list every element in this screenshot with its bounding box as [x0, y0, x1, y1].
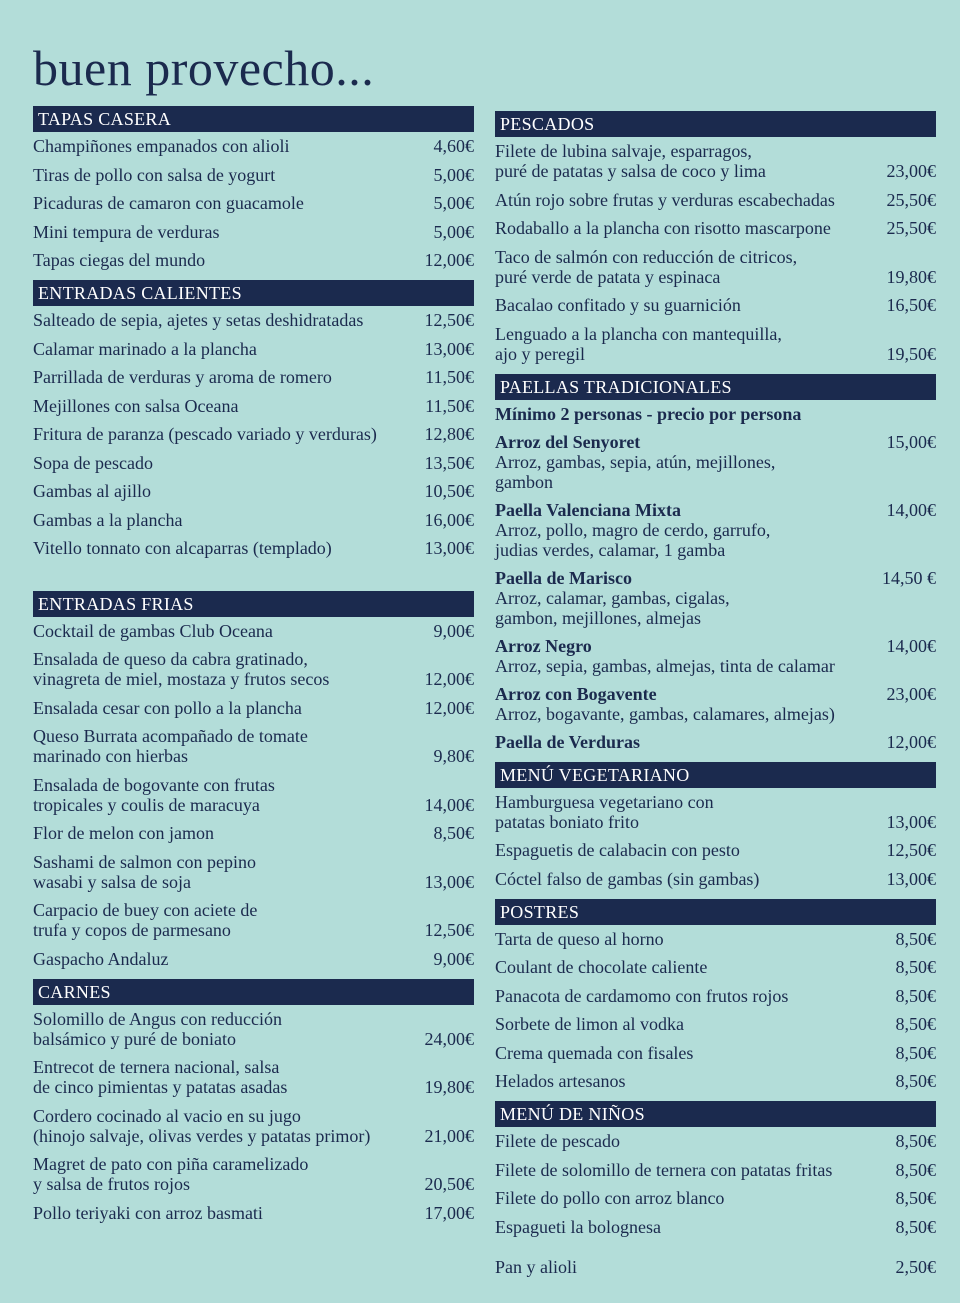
item-name: Espagueti la bolognesa — [495, 1216, 661, 1237]
item-name: Ensalada cesar con pollo a la plancha — [33, 697, 302, 718]
section-header: MENÚ VEGETARIANO — [495, 762, 936, 788]
item-name: Calamar marinado a la plancha — [33, 338, 257, 359]
menu-item — [33, 1154, 474, 1194]
item-name: Arroz con Bogavente — [495, 683, 657, 704]
left-column — [33, 106, 474, 1231]
item-price: 19,80€ — [886, 266, 936, 287]
item-price: 14,00€ — [424, 794, 474, 815]
item-price: 16,00€ — [424, 509, 474, 530]
item-name: Ensalada de bogovante con frutas tropicales y coulis de maracuya — [33, 774, 275, 815]
section-header: PESCADOS — [495, 111, 936, 137]
item-price: 25,50€ — [886, 218, 936, 238]
item-name: Atún rojo sobre frutas y verduras escabechadas — [495, 189, 835, 210]
item-name: Pan y alioli — [495, 1256, 577, 1277]
item-name: Paella de Marisco — [495, 567, 632, 588]
menu-item — [33, 193, 474, 213]
paella-item — [495, 732, 936, 752]
item-price: 8,50€ — [433, 823, 474, 843]
item-price: 13,00€ — [886, 868, 936, 889]
page-title: buen provecho... — [33, 40, 375, 96]
item-name: Vitello tonnato con alcaparras (templado) — [33, 538, 332, 558]
item-price: 13,00€ — [424, 538, 474, 558]
menu-item — [33, 136, 474, 156]
item-price: 11,50€ — [425, 367, 474, 387]
item-price: 9,80€ — [433, 746, 474, 766]
menu-item — [33, 726, 474, 766]
item-name: Tapas ciegas del mundo — [33, 250, 206, 270]
item-name: Filete do pollo con arroz blanco — [495, 1188, 725, 1208]
paella-item — [495, 432, 936, 492]
menu-item — [33, 510, 474, 530]
item-price: 8,50€ — [895, 1188, 936, 1208]
item-price: 24,00€ — [424, 1028, 474, 1049]
section-header: CARNES — [33, 979, 474, 1005]
section-header: POSTRES — [495, 899, 936, 925]
menu-item — [33, 1203, 474, 1223]
section-carnes — [33, 979, 474, 1223]
item-name: Sopa de pescado — [33, 452, 153, 473]
item-name: Helados artesanos — [495, 1071, 626, 1091]
item-price: 13,00€ — [424, 338, 474, 359]
section-paellas — [495, 374, 936, 752]
item-name: Ensalada de queso da cabra gratinado, vinagreta de miel, mostaza y frutos secos — [33, 649, 330, 689]
item-price: 19,50€ — [886, 343, 936, 364]
section-tapas — [33, 106, 474, 270]
section-entradas-frias — [33, 591, 474, 969]
right-column — [495, 111, 936, 1285]
item-price: 15,00€ — [886, 431, 936, 452]
item-price: 13,50€ — [424, 452, 474, 473]
item-name: Arroz Negro — [495, 635, 592, 656]
item-price: 8,50€ — [895, 1216, 936, 1237]
menu-item — [33, 538, 474, 558]
item-name: Crema quemada con fisales — [495, 1042, 694, 1063]
item-price: 25,50€ — [886, 189, 936, 210]
item-name: Salteado de sepia, ajetes y setas deshidratadas — [33, 310, 364, 330]
item-price: 16,50€ — [886, 295, 936, 315]
item-price: 13,00€ — [424, 871, 474, 892]
item-description: Arroz, calamar, gambas, cigalas, gambon, mejillones, almejas — [495, 587, 730, 628]
item-name: Rodaballo a la plancha con risotto mascarpone — [495, 218, 831, 238]
item-price: 12,80€ — [424, 424, 474, 444]
menu-item — [495, 1188, 936, 1208]
item-description: Arroz, pollo, magro de cerdo, garrufo, judias verdes, calamar, 1 gamba — [495, 519, 771, 560]
item-name: Filete de solomillo de ternera con patatas fritas — [495, 1159, 833, 1180]
menu-item — [495, 324, 936, 364]
menu-item — [33, 852, 474, 892]
item-name: Bacalao confitado y su guarnición — [495, 295, 741, 315]
item-price: 12,50€ — [424, 920, 474, 940]
item-name: Gaspacho Andaluz — [33, 948, 169, 969]
item-description: Arroz, sepia, gambas, almejas, tinta de calamar — [495, 655, 835, 676]
item-name: Cóctel falso de gambas (sin gambas) — [495, 868, 760, 889]
item-price: 8,50€ — [895, 928, 936, 949]
item-name: Mejillones con salsa Oceana — [33, 395, 239, 416]
item-name: Fritura de paranza (pescado variado y verduras) — [33, 424, 377, 444]
item-price: 5,00€ — [433, 193, 474, 213]
item-price: 23,00€ — [886, 683, 936, 704]
menu-item — [495, 1071, 936, 1091]
menu-item — [33, 1009, 474, 1049]
paella-item — [495, 636, 936, 676]
item-description: Arroz, bogavante, gambas, calamares, almejas) — [495, 703, 835, 724]
item-price: 8,50€ — [895, 1014, 936, 1034]
menu-item — [33, 481, 474, 501]
menu-item — [33, 900, 474, 940]
menu-item — [33, 949, 474, 969]
item-name: Solomillo de Angus con reducción balsámico y puré de boniato — [33, 1008, 282, 1049]
item-price: 14,50 € — [882, 567, 936, 588]
menu-item — [495, 247, 936, 287]
section-postres — [495, 899, 936, 1092]
item-name: Flor de melon con jamon — [33, 823, 214, 843]
item-name: Champiñones empanados con alioli — [33, 136, 290, 156]
item-price: 9,00€ — [433, 948, 474, 969]
section-header: ENTRADAS FRIAS — [33, 591, 474, 617]
item-price: 14,00€ — [886, 635, 936, 656]
menu-item — [33, 453, 474, 473]
item-name: Entrecot de ternera nacional, salsa de cinco pimientas y patatas asadas — [33, 1057, 288, 1097]
menu-item — [33, 339, 474, 359]
menu-item — [495, 218, 936, 238]
item-name: Tiras de pollo con salsa de yogurt — [33, 164, 276, 185]
menu-item — [33, 367, 474, 387]
item-price: 2,50€ — [895, 1256, 936, 1277]
menu-item — [33, 165, 474, 185]
menu-item — [495, 190, 936, 210]
item-price: 8,50€ — [895, 1159, 936, 1180]
menu-item — [33, 775, 474, 815]
menu-item — [495, 1043, 936, 1063]
menu-item — [495, 1160, 936, 1180]
menu-item — [33, 222, 474, 242]
menu-item — [495, 986, 936, 1006]
item-name: Filete de lubina salvaje, esparragos, puré de patatas y salsa de coco y lima — [495, 141, 766, 181]
menu-item — [495, 869, 936, 889]
item-price: 12,00€ — [424, 250, 474, 270]
item-price: 8,50€ — [895, 1071, 936, 1091]
item-name: Parrillada de verduras y aroma de romero — [33, 367, 332, 387]
item-price: 12,00€ — [424, 697, 474, 718]
menu-item-extra — [495, 1257, 936, 1277]
item-name: Filete de pescado — [495, 1131, 620, 1151]
item-price: 23,00€ — [886, 161, 936, 181]
item-price: 20,50€ — [424, 1174, 474, 1194]
menu-item — [495, 295, 936, 315]
menu-item — [33, 1057, 474, 1097]
item-price: 21,00€ — [424, 1125, 474, 1146]
item-name: Gambas al ajillo — [33, 481, 151, 501]
item-price: 5,00€ — [433, 164, 474, 185]
menu-item — [495, 792, 936, 832]
paella-item — [495, 568, 936, 628]
menu-item — [33, 250, 474, 270]
item-name: Tarta de queso al horno — [495, 928, 664, 949]
item-name: Arroz del Senyoret — [495, 431, 641, 452]
item-name: Hamburguesa vegetariano con patatas boniato frito — [495, 791, 714, 832]
item-name: Paella de Verduras — [495, 731, 641, 752]
item-price: 14,00€ — [886, 499, 936, 520]
menu-item — [33, 396, 474, 416]
menu-item — [495, 1014, 936, 1034]
item-price: 11,50€ — [425, 395, 474, 416]
section-entradas-calientes — [33, 280, 474, 558]
item-name: Gambas a la plancha — [33, 509, 183, 530]
item-name: Panacota de cardamomo con frutos rojos — [495, 985, 789, 1006]
item-name: Sorbete de limon al vodka — [495, 1014, 684, 1034]
item-name: Picaduras de camaron con guacamole — [33, 193, 304, 213]
menu-item — [33, 649, 474, 689]
menu-item — [495, 1131, 936, 1151]
menu-item — [33, 698, 474, 718]
paella-item — [495, 684, 936, 724]
item-name: Magret de pato con piña caramelizado y salsa de frutos rojos — [33, 1154, 309, 1194]
section-pescados — [495, 111, 936, 364]
item-name: Cordero cocinado al vacio en su jugo (hinojo salvaje, olivas verdes y patatas primor) — [33, 1105, 371, 1146]
item-name: Queso Burrata acompañado de tomate marinado con hierbas — [33, 726, 308, 766]
item-name: Espaguetis de calabacin con pesto — [495, 840, 740, 860]
item-price: 8,50€ — [895, 985, 936, 1006]
item-price: 19,80€ — [424, 1077, 474, 1097]
menu-item — [495, 957, 936, 977]
section-menu-ninos — [495, 1101, 936, 1237]
section-header: PAELLAS TRADICIONALES — [495, 374, 936, 400]
item-price: 8,50€ — [895, 1042, 936, 1063]
paellas-note: Mínimo 2 personas - precio por persona — [495, 403, 802, 424]
item-name: Paella Valenciana Mixta — [495, 499, 681, 520]
item-price: 4,60€ — [433, 136, 474, 156]
item-name: Cocktail de gambas Club Oceana — [33, 620, 273, 641]
menu-item — [495, 141, 936, 181]
item-price: 8,50€ — [895, 957, 936, 977]
menu-item — [33, 1106, 474, 1146]
item-name: Taco de salmón con reducción de citricos, puré verde de patata y espinaca — [495, 246, 798, 287]
menu-item — [33, 621, 474, 641]
item-price: 12,50€ — [886, 840, 936, 860]
section-header: MENÚ DE NIÑOS — [495, 1101, 936, 1127]
section-header: TAPAS CASERA — [33, 106, 474, 132]
menu-item — [33, 823, 474, 843]
item-price: 10,50€ — [424, 481, 474, 501]
item-price: 12,50€ — [424, 310, 474, 330]
item-price: 5,00€ — [433, 221, 474, 242]
item-price: 13,00€ — [886, 811, 936, 832]
item-name: Coulant de chocolate caliente — [495, 957, 708, 977]
item-name: Mini tempura de verduras — [33, 221, 220, 242]
item-name: Lenguado a la plancha con mantequilla, ajo y peregil — [495, 323, 782, 364]
item-description: Arroz, gambas, sepia, atún, mejillones, gambon — [495, 451, 776, 492]
section-menu-vegetariano — [495, 762, 936, 889]
menu-item — [33, 310, 474, 330]
item-price: 12,00€ — [424, 669, 474, 689]
item-price: 8,50€ — [895, 1131, 936, 1151]
item-price: 9,00€ — [433, 620, 474, 641]
item-name: Carpacio de buey con aciete de trufa y copos de parmesano — [33, 900, 258, 940]
item-name: Pollo teriyaki con arroz basmati — [33, 1202, 263, 1223]
menu-item — [495, 929, 936, 949]
item-name: Sashami de salmon con pepino wasabi y salsa de soja — [33, 851, 256, 892]
item-price: 17,00€ — [424, 1202, 474, 1223]
menu-item — [495, 840, 936, 860]
menu-item — [33, 424, 474, 444]
menu-item — [495, 1217, 936, 1237]
item-price: 12,00€ — [886, 731, 936, 752]
section-header: ENTRADAS CALIENTES — [33, 280, 474, 306]
paella-item — [495, 500, 936, 560]
